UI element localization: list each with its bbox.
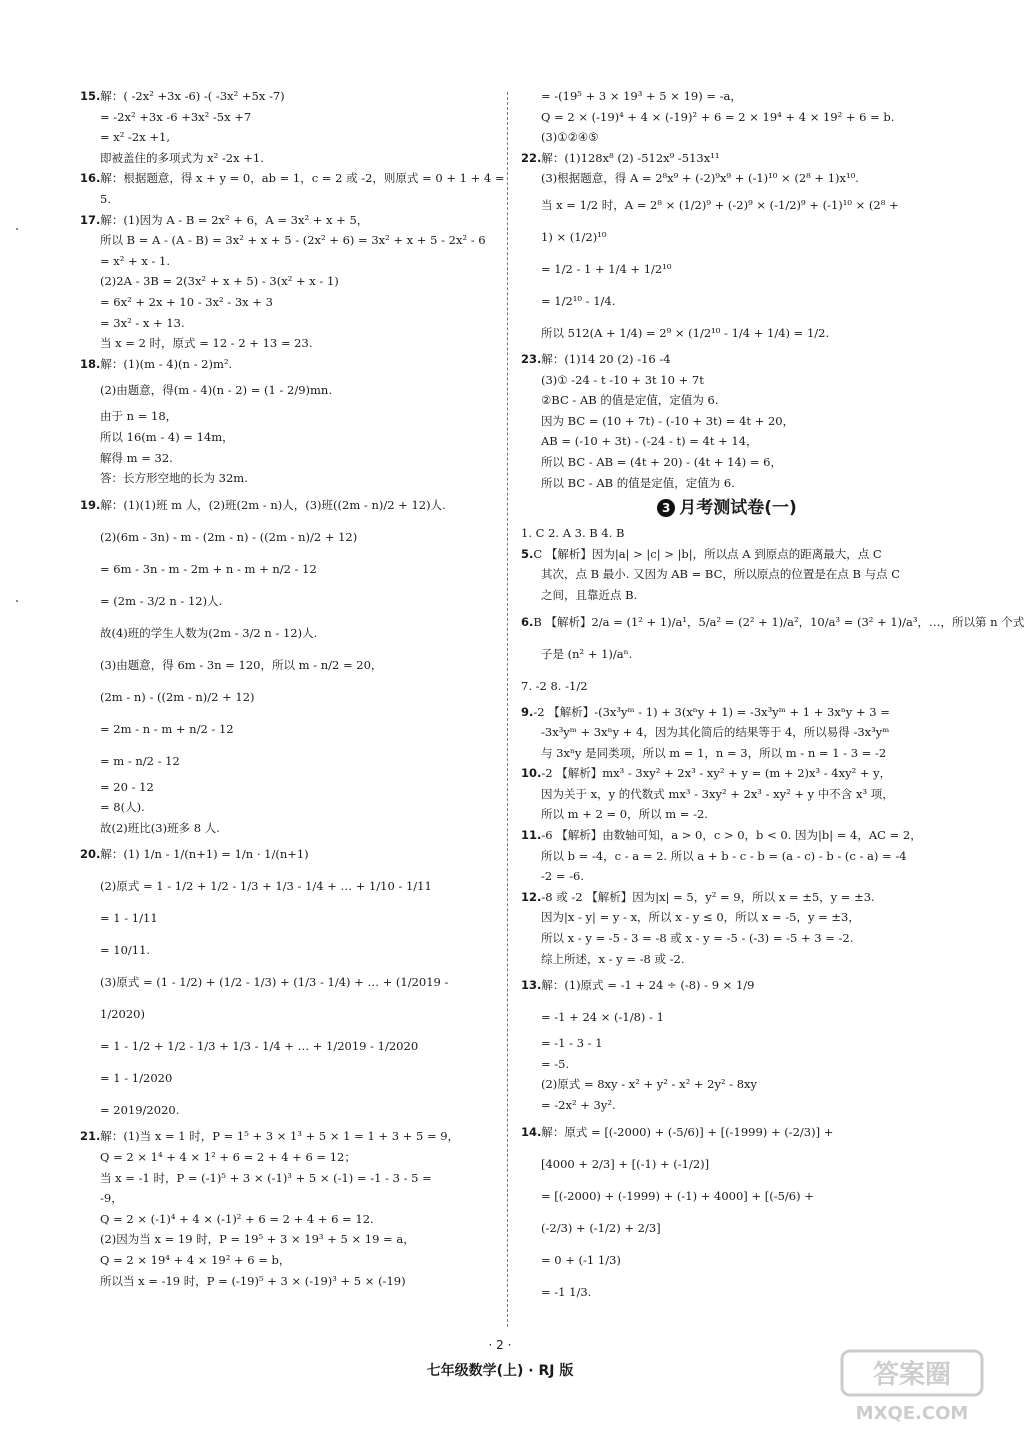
answer-text: (2)原式 = 1 - 1/2 + 1/2 - 1/3 + 1/3 - 1/4 + … + 1/10 - 1/11	[100, 879, 432, 894]
answer-text: = -2x² +3x -6 +3x² -5x +7	[100, 109, 252, 124]
question-line	[80, 489, 492, 521]
answer-line	[521, 285, 933, 317]
right-column-answers-bottom	[521, 523, 1024, 1307]
answer-line	[80, 998, 492, 1030]
answer-line	[80, 649, 492, 681]
answer-line	[521, 168, 933, 189]
answer-text: (3)① -24 - t -10 + 3t 10 + 7t	[541, 372, 704, 387]
answer-text: 由于 n = 18，	[100, 409, 178, 424]
answer-text: 因为关于 x，y 的代数式 mx³ - 3xy² + 2x³ - xy² + y 中不含 x³ 项，	[541, 786, 894, 801]
answer-text: = 1/2¹⁰ - 1/4.	[541, 293, 616, 308]
question-number: 10.	[521, 766, 542, 781]
answer-line	[521, 1276, 933, 1308]
answer-line	[80, 1229, 492, 1250]
question-number: 9.	[521, 704, 534, 719]
answer-line	[80, 148, 492, 169]
answer-line	[521, 317, 933, 349]
question-line	[521, 969, 933, 1001]
answer-line	[80, 230, 492, 251]
answer-text: 所以 m + 2 = 0，所以 m = -2.	[541, 807, 708, 822]
answer-line	[80, 681, 492, 713]
watermark-text: 答案圈	[872, 1360, 952, 1390]
answer-text: 解：(1)14 20 (2) -16 -4	[541, 351, 671, 366]
answer-text: ②BC - AB 的值是定值，定值为 6.	[541, 393, 719, 408]
answer-text: -9，	[100, 1191, 123, 1206]
answer-text: 1) × (1/2)¹⁰	[541, 229, 607, 244]
question-number: 18.	[80, 356, 101, 371]
answer-text: Q = 2 × 1⁴ + 4 × 1² + 6 = 2 + 4 + 6 = 12；	[100, 1150, 356, 1165]
question-number: 6.	[521, 614, 534, 629]
margin-mark	[16, 228, 18, 230]
question-line	[521, 825, 933, 846]
answer-line	[521, 1244, 933, 1276]
answer-text: 解：(1) 1/n - 1/(n+1) = 1/n · 1/(n+1)	[100, 847, 309, 862]
question-number: 11.	[521, 828, 542, 843]
answer-text: 故(4)班的学生人数为(2m - 3/2 n - 12)人.	[100, 625, 318, 640]
answer-text: (3)①②④⑤	[541, 130, 599, 145]
answer-text: = 2m - n - m + n/2 - 12	[100, 721, 234, 736]
answer-line	[521, 1212, 933, 1244]
answer-line	[80, 271, 492, 292]
answer-text: AB = (-10 + 3t) - (-24 - t) = 4t + 14，	[541, 434, 758, 449]
answer-text: 所以 512(A + 1/4) = 2⁹ × (1/2¹⁰ - 1/4 + 1/4) = 1/2.	[541, 325, 830, 340]
answer-line	[80, 777, 492, 798]
watermark-site: MXQE.COM	[855, 1403, 969, 1424]
question-line	[521, 349, 933, 370]
section-title-text: 月考测试卷(一)	[679, 498, 797, 519]
answer-text: -2 = -6.	[541, 869, 585, 884]
answer-line	[80, 292, 492, 313]
question-number: 12.	[521, 889, 542, 904]
answer-text: 答：长方形空地的长为 32m.	[100, 471, 248, 486]
answer-text: -2 【解析】-(3x³yᵐ - 1) + 3(xⁿy + 1) = -3x³yᵐ + 1 + 3xⁿy + 3 =	[533, 704, 890, 719]
answer-text: 即被盖住的多项式为 x² -2x +1.	[100, 150, 264, 165]
answer-text: -6 【解析】由数轴可知，a > 0，c > 0，b < 0. 因为|b| = 4，AC = 2，	[541, 828, 922, 843]
answer-text: 5.	[100, 191, 111, 206]
question-line	[521, 1116, 933, 1148]
question-line	[80, 1126, 492, 1147]
answer-text: Q = 2 × 19⁴ + 4 × 19² + 6 = b，	[100, 1253, 291, 1268]
answer-text: B 【解析】2/a = (1² + 1)/a¹，5/a² = (2² + 1)/a²，10/a³ = (3² + 1)/a³，…，所以第 n 个式	[533, 614, 1024, 629]
answer-line	[521, 452, 933, 473]
answer-text: 解：(1)(1)班 m 人，(2)班(2m - n)人，(3)班((2m - n)/2 + 12)人.	[100, 497, 446, 512]
answer-line	[80, 870, 492, 902]
answer-text: = 1/2 - 1 + 1/4 + 1/2¹⁰	[541, 261, 672, 276]
answer-text: = x² + x - 1.	[100, 253, 170, 268]
answer-line	[80, 1030, 492, 1062]
answer-line	[521, 127, 933, 148]
answer-line	[80, 553, 492, 585]
answer-text: 解：(1)原式 = -1 + 24 ÷ (-8) - 9 × 1/9	[541, 978, 755, 993]
answer-text: -2 【解析】mx³ - 3xy² + 2x³ - xy² + y = (m + 2)x³ - 4xy² + y，	[541, 766, 892, 781]
answer-text: 所以当 x = -19 时，P = (-19)⁵ + 3 × (-19)³ + 5 × (-19)	[100, 1273, 406, 1288]
answer-text: (3)根据题意，得 A = 2⁸x⁹ + (-2)⁹x⁹ + (-1)¹⁰ × (2⁸ + 1)x¹⁰.	[541, 171, 859, 186]
answer-text: = 2019/2020.	[100, 1103, 180, 1118]
answer-text: = -5.	[541, 1056, 570, 1071]
answer-line	[521, 411, 933, 432]
question-line	[521, 702, 933, 723]
right-column	[521, 86, 1024, 1308]
answer-text: 解：(1)当 x = 1 时，P = 1⁵ + 3 × 1³ + 5 × 1 = 1 + 3 + 5 = 9，	[100, 1129, 460, 1144]
answer-line	[521, 928, 933, 949]
answer-line	[521, 370, 933, 391]
answer-text: (2)原式 = 8xy - x² + y² - x² + 2y² - 8xy	[541, 1077, 758, 1092]
answer-text: = -1 + 24 × (-1/8) - 1	[541, 1010, 664, 1025]
answer-text: 1/2020)	[100, 1007, 145, 1022]
answer-line	[80, 107, 492, 128]
answer-text: 其次，点 B 最小. 又因为 AB = BC，所以原点的位置是在点 B 与点 C	[541, 567, 901, 582]
right-column-answers-top	[521, 86, 933, 493]
answer-line	[80, 1147, 492, 1168]
answer-text: 7. -2 8. -1/2	[521, 678, 588, 693]
column-divider	[507, 92, 508, 1327]
answer-line	[521, 390, 933, 411]
answer-line	[80, 818, 492, 839]
question-number: 5.	[521, 546, 534, 561]
answer-line	[80, 1168, 492, 1189]
answer-text: Q = 2 × (-1)⁴ + 4 × (-1)² + 6 = 2 + 4 + 6 = 12.	[100, 1211, 374, 1226]
question-line	[521, 148, 933, 169]
answer-text: 与 3xⁿy 是同类项，所以 m = 1，n = 3，所以 m - n = 1 - 3 = -2	[541, 745, 887, 760]
answer-text: (2)由题意，得(m - 4)(n - 2) = (1 - 2/9)mn.	[100, 383, 332, 398]
answer-text: = 1 - 1/2020	[100, 1071, 173, 1086]
answer-line	[80, 1062, 492, 1094]
answer-text: 解：(1)128x⁸ (2) -512x⁹ -513x¹¹	[541, 150, 720, 165]
answer-text: -3x³yᵐ + 3xⁿy + 4，因为其化简后的结果等于 4，所以易得 -3x³yᵐ	[541, 725, 890, 740]
answer-text: 当 x = 2 时，原式 = 12 - 2 + 13 = 23.	[100, 336, 313, 351]
answer-text: 所以 BC - AB 的值是定值，定值为 6.	[541, 475, 735, 490]
page-number: · 2 ·	[488, 1338, 512, 1352]
answer-text: = 20 - 12	[100, 779, 154, 794]
answer-text: = -2x² + 3y².	[541, 1098, 616, 1112]
question-number: 20.	[80, 847, 101, 862]
answer-line	[80, 189, 492, 210]
question-line	[80, 354, 492, 375]
question-number: 16.	[80, 171, 101, 186]
answer-line	[521, 585, 933, 606]
answer-text: = 1 - 1/2 + 1/2 - 1/3 + 1/3 - 1/4 + … + 1/2019 - 1/2020	[100, 1039, 419, 1054]
answer-line	[521, 189, 933, 221]
answer-line	[80, 374, 492, 406]
question-line	[80, 168, 505, 189]
answer-line	[521, 743, 933, 764]
answer-text: Q = 2 × (-19)⁴ + 4 × (-19)² + 6 = 2 × 19⁴ + 4 × 19² + 6 = b.	[541, 109, 895, 124]
answer-text: (-2/3) + (-1/2) + 2/3]	[541, 1220, 661, 1235]
question-line	[80, 210, 492, 231]
answer-line	[80, 617, 492, 649]
question-line	[521, 606, 1024, 638]
answer-text: 解得 m = 32.	[100, 450, 173, 465]
answer-text: = 6x² + 2x + 10 - 3x² - 3x + 3	[100, 294, 273, 309]
answer-line	[521, 907, 933, 928]
answer-text: = 6m - 3n - m - 2m + n - m + n/2 - 12	[100, 561, 317, 576]
answer-text: = -1 1/3.	[541, 1284, 592, 1299]
question-number: 21.	[80, 1129, 101, 1144]
answer-text: (2)因为当 x = 19 时，P = 19⁵ + 3 × 19³ + 5 × 19 = a，	[100, 1232, 415, 1247]
answer-book-logo-icon	[838, 1345, 986, 1427]
margin-mark	[16, 600, 18, 602]
question-line	[80, 86, 492, 107]
answer-line	[521, 431, 933, 452]
question-line	[521, 544, 933, 565]
answer-line	[80, 966, 492, 998]
answer-line	[521, 1001, 933, 1033]
answer-text: = 0 + (-1 1/3)	[541, 1252, 621, 1267]
answer-line	[521, 221, 933, 253]
question-number: 17.	[80, 212, 101, 227]
answer-line	[80, 797, 492, 818]
answer-text: = 3x² - x + 13.	[100, 315, 185, 330]
answer-line	[80, 406, 492, 427]
answer-line	[80, 427, 492, 448]
answer-line	[80, 521, 492, 553]
answer-line	[521, 1054, 933, 1075]
answer-text: 综上所述，x - y = -8 或 -2.	[541, 951, 685, 966]
answer-text: 所以 BC - AB = (4t + 20) - (4t + 14) = 6，	[541, 454, 782, 469]
answer-text: 解：根据题意，得 x + y = 0，ab = 1，c = 2 或 -2，则原式 = 0 + 1 + 4 =	[100, 171, 505, 186]
answer-text: = (2m - 3/2 n - 12)人.	[100, 593, 223, 608]
answer-line	[80, 333, 492, 354]
answer-line	[521, 564, 933, 585]
answer-line	[80, 251, 492, 272]
answer-text: 所以 x - y = -5 - 3 = -8 或 x - y = -5 - (-3) = -5 + 3 = -2.	[541, 931, 854, 946]
answer-line	[80, 1094, 492, 1126]
answer-line	[521, 86, 933, 107]
answer-line	[80, 585, 492, 617]
answer-line	[521, 784, 933, 805]
answer-line	[80, 468, 492, 489]
answer-text: 所以 B = A - (A - B) = 3x² + x + 5 - (2x² + 6) = 3x² + x + 5 - 2x² - 6	[100, 233, 486, 248]
answer-line	[521, 638, 933, 670]
answer-text: 子是 (n² + 1)/aⁿ.	[541, 646, 633, 661]
question-number: 14.	[521, 1124, 542, 1139]
answer-line	[521, 804, 933, 825]
answer-line	[521, 107, 933, 128]
answer-line	[521, 866, 933, 887]
answer-line	[80, 745, 492, 777]
answer-text: = [(-2000) + (-1999) + (-1) + 4000] + [(-5/6) +	[541, 1188, 814, 1203]
answer-line	[80, 713, 492, 745]
answer-text: -8 或 -2 【解析】因为|x| = 5，y² = 9，所以 x = ±5，y = ±3.	[541, 889, 875, 904]
answer-text: 因为|x - y| = y - x，所以 x - y ≤ 0，所以 x = -5，y = ±3，	[541, 910, 860, 925]
answer-line	[521, 1148, 933, 1180]
left-column	[80, 86, 505, 1291]
answer-line	[521, 722, 933, 743]
answer-text: 当 x = 1/2 时，A = 2⁸ × (1/2)⁹ + (-2)⁹ × (-1/2)⁹ + (-1)¹⁰ × (2⁸ +	[541, 197, 899, 212]
answer-line	[521, 1180, 933, 1212]
answer-text: 1. C 2. A 3. B 4. B	[521, 526, 625, 541]
answer-text: (3)由题意，得 6m - 3n = 120，所以 m - n/2 = 20，	[100, 657, 383, 672]
answer-line	[521, 1033, 933, 1054]
answer-text: 当 x = -1 时，P = (-1)⁵ + 3 × (-1)³ + 5 × (-1) = -1 - 3 - 5 =	[100, 1170, 432, 1185]
answer-line	[80, 902, 492, 934]
answer-text: = x² -2x +1,	[100, 130, 170, 145]
answer-line	[80, 1188, 492, 1209]
question-number: 22.	[521, 150, 542, 165]
answer-line	[80, 1209, 492, 1230]
question-number: 23.	[521, 351, 542, 366]
section-number-badge: 3	[657, 499, 675, 517]
question-number: 15.	[80, 89, 101, 103]
answer-text: = -(19⁵ + 3 × 19³ + 5 × 19) = -a，	[541, 89, 742, 103]
answer-line	[521, 1095, 933, 1116]
answer-line	[80, 313, 492, 334]
answer-line	[521, 846, 933, 867]
answer-line	[521, 670, 933, 702]
section-title	[521, 495, 933, 521]
answer-line	[521, 949, 933, 970]
question-line	[80, 838, 492, 870]
answer-text: 因为 BC = (10 + 7t) - (-10 + 3t) = 4t + 20，	[541, 413, 795, 428]
answer-line	[521, 1074, 933, 1095]
answer-line	[80, 934, 492, 966]
answer-line	[80, 127, 492, 148]
question-number: 19.	[80, 497, 101, 512]
answer-text: = 10/11.	[100, 943, 151, 958]
answer-line	[521, 253, 933, 285]
answer-text: C 【解析】因为|a| > |c| > |b|，所以点 A 到原点的距离最大，点 C	[533, 546, 882, 561]
answer-text: = 8(人).	[100, 800, 145, 815]
question-line	[521, 763, 933, 784]
book-title: 七年级数学(上) · RJ 版	[426, 1363, 574, 1379]
answer-text: 解：( -2x² +3x -6) -( -3x² +5x -7)	[100, 89, 285, 103]
answer-text: = -1 - 3 - 1	[541, 1036, 603, 1051]
answer-text: 解：(1)(m - 4)(n - 2)m².	[100, 356, 233, 371]
answer-text: 故(2)班比(3)班多 8 人.	[100, 820, 220, 835]
answer-line	[521, 523, 933, 544]
answer-line	[80, 1250, 492, 1271]
answer-text: 之间，且靠近点 B.	[541, 587, 638, 602]
answer-text: 解：原式 = [(-2000) + (-5/6)] + [(-1999) + (-2/3)] +	[541, 1124, 834, 1139]
answer-line	[80, 448, 492, 469]
question-line	[521, 887, 933, 908]
answer-text: (3)原式 = (1 - 1/2) + (1/2 - 1/3) + (1/3 - 1/4) + … + (1/2019 -	[100, 975, 449, 990]
answer-text: (2)2A - 3B = 2(3x² + x + 5) - 3(x² + x - 1)	[100, 274, 339, 289]
answer-text: = 1 - 1/11	[100, 911, 158, 926]
answer-line	[521, 473, 933, 494]
answer-text: 解：(1)因为 A - B = 2x² + 6，A = 3x² + x + 5，	[100, 212, 369, 227]
answer-text: 所以 16(m - 4) = 14m，	[100, 429, 234, 444]
answer-text: (2m - n) - ((2m - n)/2 + 12)	[100, 689, 255, 704]
question-number: 13.	[521, 978, 542, 993]
answer-line	[80, 1271, 492, 1292]
answer-text: = m - n/2 - 12	[100, 753, 180, 768]
answer-text: (2)(6m - 3n) - m - (2m - n) - ((2m - n)/2 + 12)	[100, 529, 358, 544]
answer-text: [4000 + 2/3] + [(-1) + (-1/2)]	[541, 1156, 710, 1171]
answer-text: 所以 b = -4，c - a = 2. 所以 a + b - c - b = (a - c) - b - (c - a) = -4	[541, 848, 907, 863]
